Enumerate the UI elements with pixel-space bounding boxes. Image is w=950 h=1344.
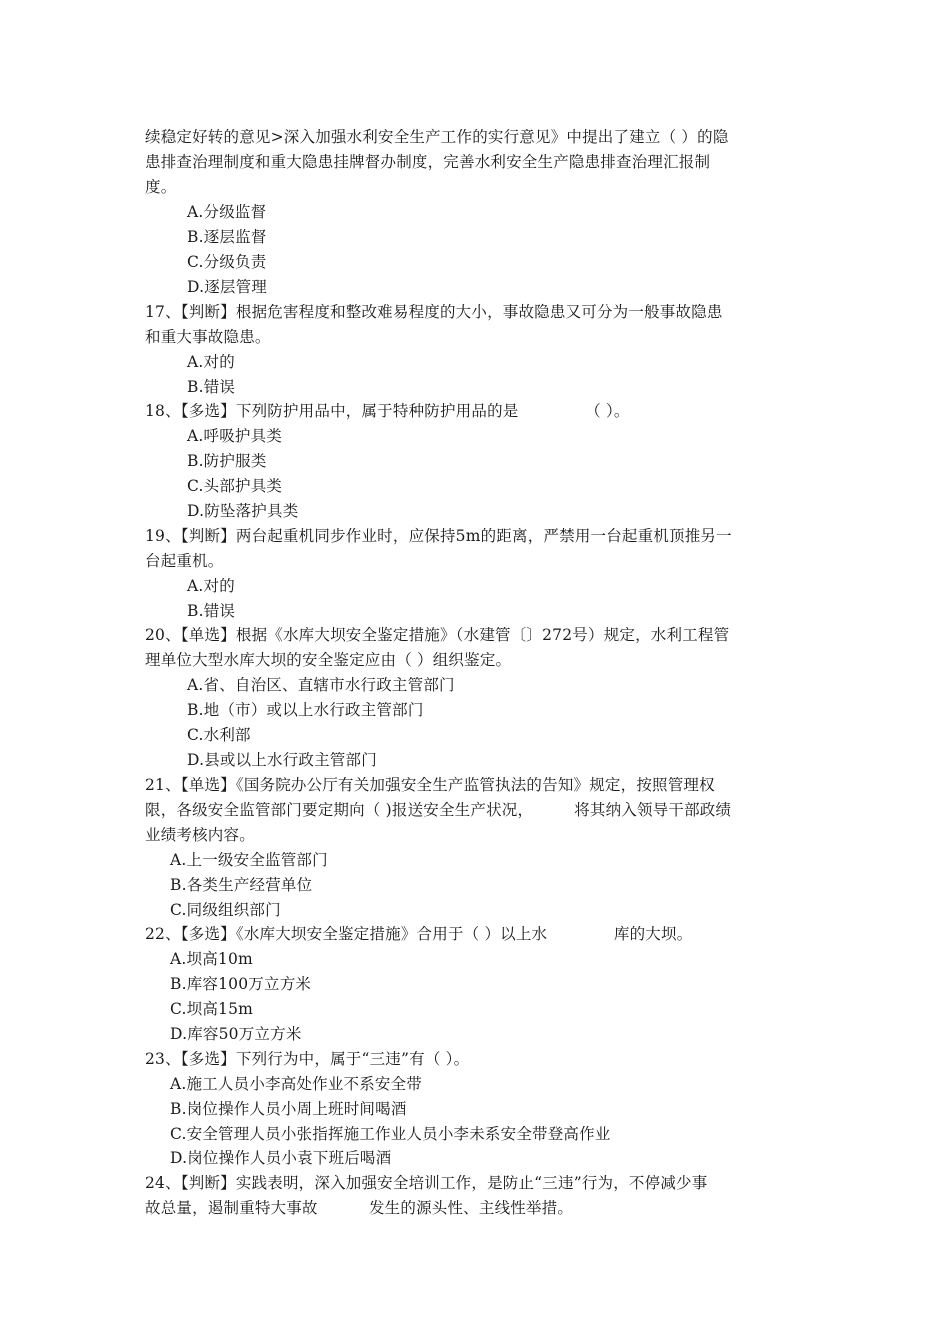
question-17-option-a: A.对的 xyxy=(187,353,235,371)
question-19-text-line-1: 19、【判断】两台起重机同步作业时，应保持5m的距离，严禁用一台起重机顶推另一 xyxy=(145,527,732,545)
question-21-text-line-1: 21、【单选】《国务院办公厅有关加强安全生产监管执法的告知》规定，按照管理权 xyxy=(145,776,715,794)
question-21-text-line-3: 业绩考核内容。 xyxy=(145,826,255,844)
question-18-option-b: B.防护服类 xyxy=(187,452,267,470)
question-19-text-line-2: 台起重机。 xyxy=(145,552,224,570)
question-17-text-line-2: 和重大事故隐患。 xyxy=(145,328,271,346)
question-23-option-a: A.施工人员小李高处作业不系安全带 xyxy=(170,1075,423,1093)
question-20-option-c: C.水利部 xyxy=(187,726,251,744)
question-24-text-line-2: 故总量，遏制重特大事故 发生的源头性、主线性举措。 xyxy=(145,1199,574,1217)
question-21-option-b: B.各类生产经营单位 xyxy=(170,876,313,894)
question-17-option-b: B.错误 xyxy=(187,378,236,396)
question-23-option-b: B.岗位操作人员小周上班时间喝酒 xyxy=(170,1100,407,1118)
question-21-text-line-2: 限，各级安全监管部门要定期向（ )报送安全生产状况， 将其纳入领导干部政绩 xyxy=(145,801,732,819)
question-22-option-b: B.库容100万立方米 xyxy=(170,975,312,993)
question-20-option-b: B.地（市）或以上水行政主管部门 xyxy=(187,701,424,719)
question-23-option-c: C.安全管理人员小张指挥施工作业人员小李未系安全带登高作业 xyxy=(170,1125,611,1143)
question-19-option-b: B.错误 xyxy=(187,602,236,620)
question-18-text-line-1: 18、【多选】下列防护用品中，属于特种防护用品的是 （ ）。 xyxy=(145,402,630,420)
question-20-option-d: D.县或以上水行政主管部门 xyxy=(187,751,377,769)
question-16-text-line-1: 续稳定好转的意见>深入加强水利安全生产工作的实行意见》中提出了建立（ ）的隐 xyxy=(145,128,729,146)
question-16-option-d: D.逐层管理 xyxy=(187,278,268,296)
question-17-text-line-1: 17、【判断】根据危害程度和整改难易程度的大小，事故隐患又可分为一般事故隐患 xyxy=(145,303,723,321)
question-16-option-a: A.分级监督 xyxy=(187,203,267,221)
question-18-option-a: A.呼吸护具类 xyxy=(187,427,283,445)
question-23-text-line-1: 23、【多选】下列行为中，属于“三违”有（ ）。 xyxy=(145,1050,470,1068)
question-21-option-c: C.同级组织部门 xyxy=(170,901,281,919)
question-19-option-a: A.对的 xyxy=(187,577,235,595)
question-22-option-c: C.坝高15m xyxy=(170,1000,254,1018)
question-16-text-line-2: 患排查治理制度和重大隐患挂牌督办制度，完善水利安全生产隐患排查治理汇报制 xyxy=(145,153,711,171)
question-22-option-d: D.库容50万立方米 xyxy=(170,1025,302,1043)
question-20-option-a: A.省、自治区、直辖市水行政主管部门 xyxy=(187,676,455,694)
question-18-option-d: D.防坠落护具类 xyxy=(187,502,299,520)
question-16-option-b: B.逐层监督 xyxy=(187,228,267,246)
question-20-text-line-2: 理单位大型水库大坝的安全鉴定应由（ ）组织鉴定。 xyxy=(145,651,512,669)
question-21-option-a: A.上一级安全监管部门 xyxy=(170,851,328,869)
question-24-text-line-1: 24、【判断】实践表明，深入加强安全培训工作，是防止“三违”行为，不停减少事 xyxy=(145,1174,708,1192)
question-16-text-line-3: 度。 xyxy=(145,178,177,196)
question-18-option-c: C.头部护具类 xyxy=(187,477,283,495)
question-22-text-line-1: 22、【多选】《水库大坝安全鉴定措施》合用于（ ）以上水 库的大坝。 xyxy=(145,925,693,943)
question-23-option-d: D.岗位操作人员小袁下班后喝酒 xyxy=(170,1149,392,1167)
question-22-option-a: A.坝高10m xyxy=(170,950,253,968)
question-20-text-line-1: 20、【单选】根据《水库大坝安全鉴定措施》（水建管〔〕272号）规定，水利工程管 xyxy=(145,626,730,644)
question-16-option-c: C.分级负责 xyxy=(187,253,267,271)
